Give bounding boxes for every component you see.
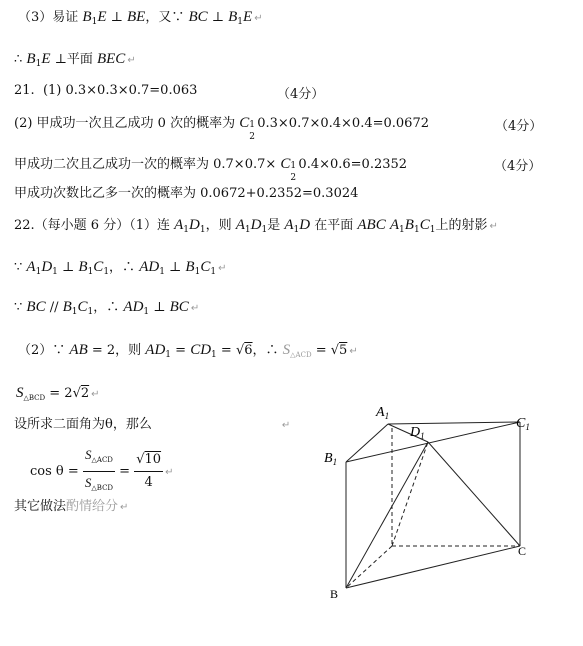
edge-A1-B1 [346,424,388,462]
label-B: B [330,587,339,601]
q21-points-2: （4分） [495,119,543,134]
q22-line-6: 设所求二面角为θ，那么 ↵ [14,417,291,432]
edge-D1-B [346,442,428,588]
edge-D1-C [428,442,520,546]
q21-line-4: 甲成功次数比乙多一次的概率为 0.0672+0.2352=0.3024 [14,186,359,201]
label-B1: $B_1$ [324,451,338,467]
q22-line-7: cos θ = $\frac{S_{\triangle ACD}}{S_{\triangle BCD}}$ = $\frac{√10}{4}$ ↵ [30,444,173,499]
q21-line-2: (2) 甲成功一次且乙成功 0 次的概率为 C 1 2 0.3×0.7×0.4×0.4=0.0672 [14,115,429,142]
label-D1: $D_1$ [410,425,425,441]
q22-line-8: 其它做法酌情给分 ↵ [14,499,129,514]
q21-line-3: 甲成功二次且乙成功一次的概率为 0.7×0.7× C 1 2 0.4×0.6=0.2352 [14,156,408,183]
q22-line-4: （2）∵ AB = 2，则 $AD_1 = CD_1 = √6$，∴ $S_{\triangle ACD} = √5$ ↵ [18,342,358,360]
q22-line-3: ∵ BC // $B_1C_1$，∴ $AD_1$ ⊥ BC ↵ [14,299,200,317]
q21-line-1: 21. (1) 0.3×0.3×0.7=0.063 [14,83,198,98]
q22-line-2: ∵ $A_1D_1$ ⊥ $B_1C_1$，∴ $AD_1$ ⊥ $B_1C_1$ ↵ [14,259,227,277]
q21-points-1: （4分） [277,87,325,102]
edge-B-C [346,546,520,588]
edge-B1-C1 [346,422,520,462]
hidden-edge-A-B [346,546,392,588]
label-A1: $A_1$ [376,405,390,421]
q22-line-1: 22.（每小题 6 分）（1）连 $A_1D_1$，则 $A_1D_1$是 $A_1D$ 在平面 ABC $A_1B_1C_1$上的射影 ↵ [14,217,498,235]
q21-points-3: （4分） [494,159,542,174]
proof-line-3: （3）易证 $B_1E$ ⊥ BE，又∵ BC ⊥ $B_1E$ ↵ [18,9,263,27]
label-C: C [518,544,527,558]
label-C1: $C_1$ [516,416,530,432]
hidden-edge-A-D1 [392,442,428,546]
proof-conclusion: ∴ $B_1E$ ⊥平面 BEC ↵ [14,51,136,69]
q22-line-5: $S_{\triangle BCD} = 2√2$ ↵ [16,385,100,402]
edge-A1-C1 [388,422,520,424]
